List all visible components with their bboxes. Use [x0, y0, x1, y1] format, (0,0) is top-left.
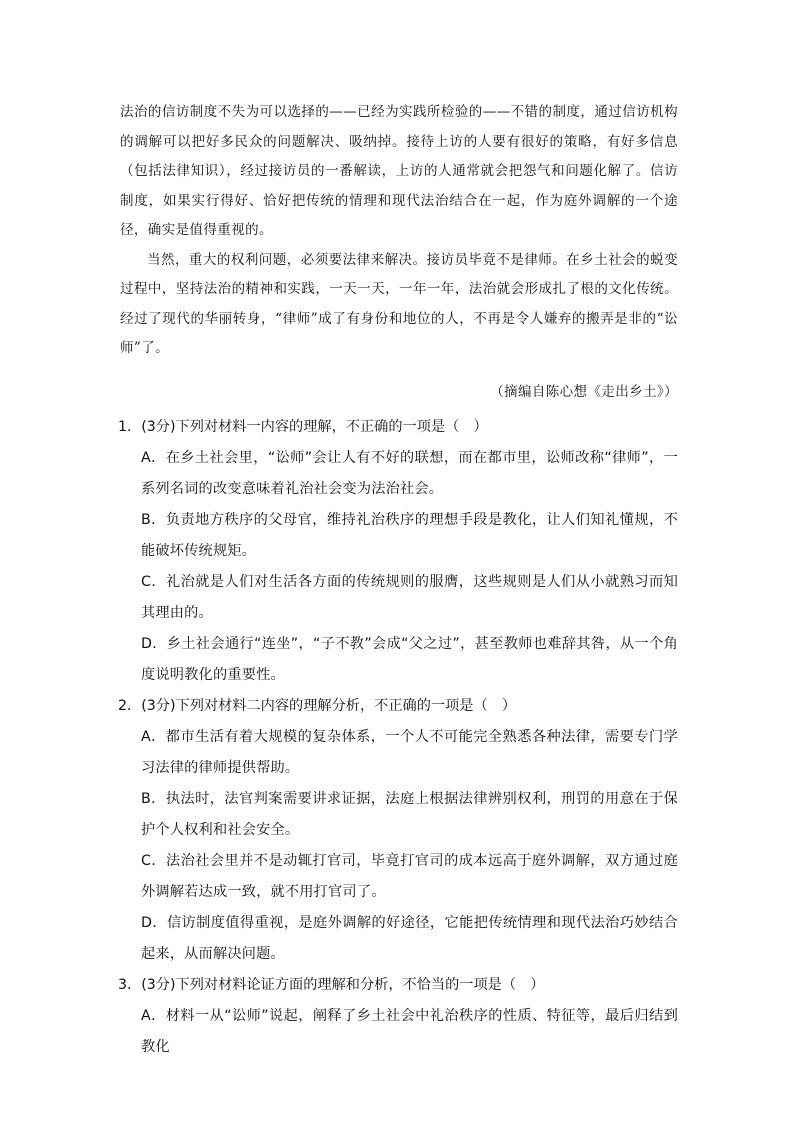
option-d: D．乡土社会通行“连坐”，“子不教”会成“父之过”，甚至教师也难辞其咎，从一个角度说明教化的重要性。: [141, 636, 678, 683]
passage-paragraph-2: 当然，重大的权利问题，必须要法律来解决。接访员毕竟不是律师。在乡土社会的蜕变过程中，坚持法治的精神和实践，一天一天，一年一年，法治就会形成扎了根的文化传统。经过了现代的华丽转身，“律师”成了有身份和地位的人，不再是令人嫌弃的搬弄是非的“讼师”了。: [120, 251, 678, 356]
option-a: A．在乡土社会里，“讼师”会让人有不好的联想，而在都市里，讼师改称“律师”，一系列名词的改变意味着礼治社会变为法治社会。: [141, 450, 678, 497]
question-stem: [118, 412, 678, 443]
question-stem: [118, 970, 678, 1001]
question-3: [118, 970, 678, 1063]
passage-paragraph-1: 法治的信访制度不失为可以选择的——已经为实践所检验的——不错的制度，通过信访机构的调解可以把好多民众的问题解决、吸纳掉。接待上访的人要有很好的策略，有好多信息（包括法律知识），经过接访员的一番解读，上访的人通常就会把怨气和问题化解了。信访制度，如果实行得好、恰好把传统的情理和现代法治结合在一起，作为庭外调解的一个途径，确实是值得重视的。: [120, 104, 678, 238]
reading-passage: [120, 98, 678, 364]
option-c: C．法治社会里并不是动辄打官司，毕竟打官司的成本远高于庭外调解，双方通过庭外调解若达成一致，就不用打官司了。: [141, 853, 678, 900]
question-number: 3．: [118, 977, 142, 993]
passage-source: （摘编自陈心想《走出乡土》）: [490, 384, 678, 400]
option-d: D．信访制度值得重视，是庭外调解的好途径，它能把传统情理和现代法治巧妙结合起来，从而解决问题。: [141, 915, 678, 962]
option-a: A．材料一从“讼师”说起，阐释了乡土社会中礼治秩序的性质、特征等，最后归结到教化: [141, 1008, 678, 1055]
option-b: B．执法时，法官判案需要讲求证据，法庭上根据法律辨别权利，刑罚的用意在于保护个人权利和社会安全。: [141, 791, 678, 838]
option-a: A．都市生活有着大规模的复杂体系，一个人不可能完全熟悉各种法律，需要专门学习法律的律师提供帮助。: [141, 729, 678, 776]
question-text: (3分)下列对材料一内容的理解，不正确的一项是（ ）: [141, 419, 488, 435]
question-2: [118, 691, 678, 970]
option-c: C．礼治就是人们对生活各方面的传统规则的服膺，这些规则是人们从小就熟习而知其理由的。: [141, 574, 678, 621]
question-1: [118, 412, 678, 691]
question-list: [118, 412, 678, 1063]
question-text: (3分)下列对材料论证方面的理解和分析，不恰当的一项是（ ）: [141, 977, 545, 993]
question-number: 1．: [118, 419, 142, 435]
question-text: (3分)下列对材料二内容的理解分析，不正确的一项是（ ）: [141, 698, 517, 714]
option-b: B．负责地方秩序的父母官，维持礼治秩序的理想手段是教化，让人们知礼懂规，不能破坏传统规矩。: [141, 512, 678, 559]
question-number: 2．: [118, 698, 142, 714]
question-stem: [118, 691, 678, 722]
